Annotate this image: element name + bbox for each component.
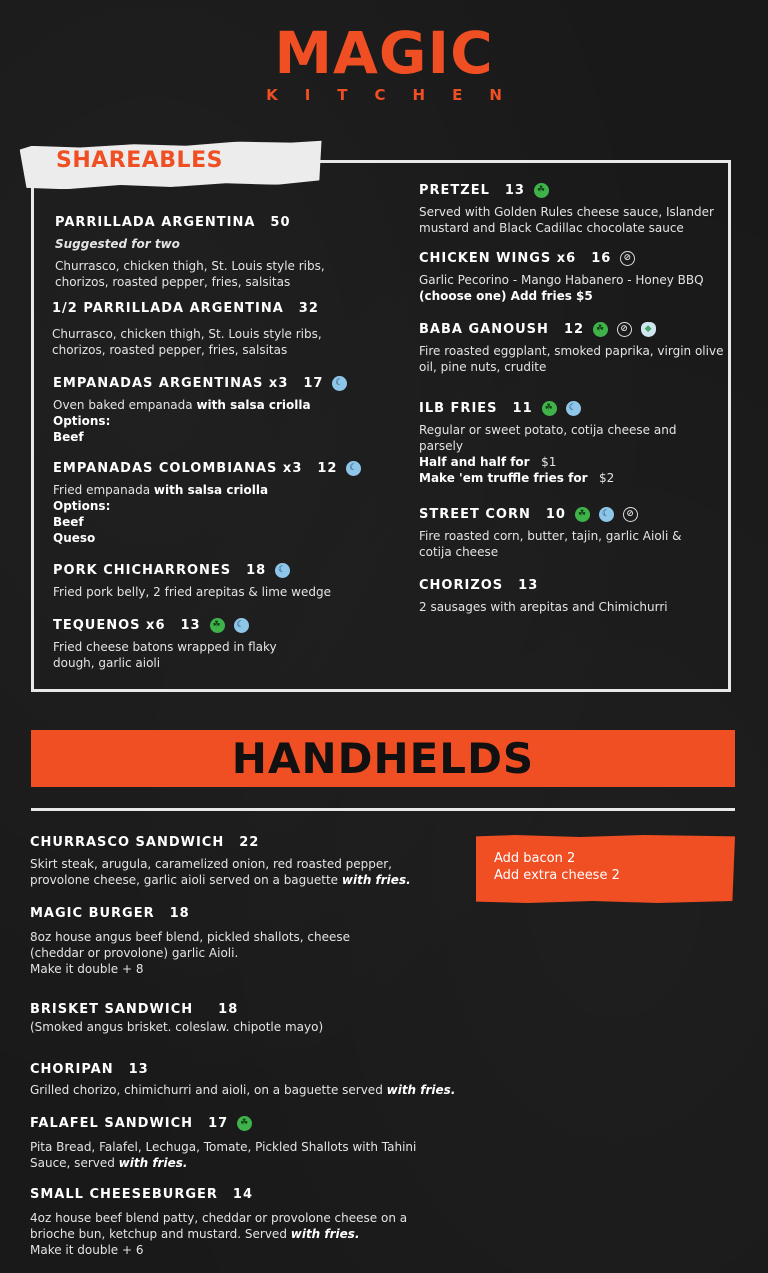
brand-subtitle: KITCHEN	[266, 86, 529, 104]
item-name: CHORIZOS	[419, 578, 504, 593]
item-name: STREET CORN	[419, 507, 531, 522]
option: Beef	[53, 515, 84, 529]
item-price: 18	[218, 1002, 239, 1017]
desc-extra: Make 'em truffle fries for	[419, 471, 588, 485]
no-dairy-icon: ⊘	[620, 251, 635, 266]
item-name: 1/2 PARRILLADA ARGENTINA	[52, 301, 284, 316]
desc-extra-price: $1	[541, 455, 557, 469]
handhelds-heading: HANDHELDS	[231, 734, 535, 783]
vegan-icon: ☘	[210, 618, 225, 633]
desc-bold: with salsa criolla	[153, 483, 269, 497]
addon-cheese: Add extra cheese 2	[494, 868, 620, 883]
desc-text: 4oz house beef blend patty, cheddar or provolone cheese on a brioche bun, ketchup and mustard. Served	[30, 1211, 408, 1241]
desc-text: Fried empanada	[53, 483, 154, 497]
desc-text: 8oz house angus beef blend, pickled shallots, cheese (cheddar or provolone) garlic Aioli.	[30, 930, 351, 960]
item-name: MAGIC BURGER	[30, 906, 155, 921]
addons-list	[494, 850, 620, 884]
brand-logo	[0, 19, 768, 104]
item-price: 18	[246, 563, 267, 578]
item-price: 32	[298, 301, 319, 316]
item-note: Suggested for two	[55, 237, 180, 251]
item-price: 12	[563, 322, 585, 337]
item-price: 13	[518, 578, 539, 593]
desc-tail: with fries.	[341, 873, 411, 887]
item-name: EMPANADAS COLOMBIANAS x3	[53, 461, 303, 476]
gluten-free-icon: ☾	[599, 507, 614, 522]
item-desc: Fried pork belly, 2 fried arepitas & lime wedge	[53, 585, 331, 599]
vegan-icon: ☘	[237, 1116, 252, 1131]
item-name: BRISKET SANDWICH	[30, 1002, 194, 1017]
desc-text: Oven baked empanada	[53, 398, 197, 412]
item-price: 18	[169, 906, 190, 921]
item-desc	[30, 1082, 470, 1098]
item-price: 13	[180, 618, 201, 633]
menu-item	[30, 1187, 430, 1258]
item-desc	[30, 929, 380, 977]
menu-item	[419, 401, 709, 486]
no-dairy-icon: ⊘	[623, 507, 638, 522]
item-name: PARRILLADA ARGENTINA	[55, 215, 256, 230]
item-desc	[30, 856, 440, 888]
item-name: SMALL CHEESEBURGER	[30, 1187, 218, 1202]
desc-text: Regular or sweet potato, cotija cheese and parsely	[419, 423, 677, 453]
item-price: 13	[504, 183, 525, 198]
vegan-icon: ☘	[593, 322, 608, 337]
item-price: 12	[317, 461, 338, 476]
item-desc: Fried cheese batons wrapped in flaky dough, garlic aioli	[53, 640, 277, 670]
item-price: 16	[591, 251, 612, 266]
gluten-free-icon: ☾	[346, 461, 361, 476]
item-desc: 2 sausages with arepitas and Chimichurri	[419, 600, 668, 614]
item-price: 17	[303, 376, 324, 391]
item-desc: Churrasco, chicken thigh, St. Louis style ribs, chorizos, roasted pepper, fries, salsitas	[55, 259, 325, 289]
desc-extra: Half and half for	[419, 455, 530, 469]
gluten-free-icon: ☾	[275, 563, 290, 578]
item-desc: (Smoked angus brisket. coleslaw. chipotle mayo)	[30, 1020, 324, 1034]
desc-extra: (choose one) Add fries $5	[419, 289, 593, 303]
item-desc: Fire roasted eggplant, smoked paprika, virgin olive oil, pine nuts, crudite	[419, 344, 724, 374]
item-name: ILB FRIES	[419, 401, 498, 416]
desc-tail: with fries.	[290, 1227, 360, 1241]
menu-item	[30, 1062, 470, 1098]
item-name: PORK CHICHARRONES	[53, 563, 232, 578]
item-desc: Served with Golden Rules cheese sauce, Islander mustard and Black Cadillac chocolate sauce	[419, 205, 714, 235]
item-name: CHORIPAN	[30, 1062, 114, 1077]
option: Queso	[53, 531, 96, 545]
menu-item	[419, 322, 729, 375]
desc-tail: with fries.	[118, 1156, 188, 1170]
item-name: FALAFEL SANDWICH	[30, 1116, 194, 1131]
item-price: 50	[270, 215, 291, 230]
addon-bacon: Add bacon 2	[494, 851, 576, 866]
item-desc	[30, 1139, 430, 1171]
item-desc: Churrasco, chicken thigh, St. Louis style ribs, chorizos, roasted pepper, fries, salsitas	[52, 327, 322, 357]
item-price: 10	[545, 507, 566, 522]
item-name: CHURRASCO SANDWICH	[30, 835, 225, 850]
item-name: TEQUENOS x6	[53, 618, 166, 633]
options-label: Options:	[53, 414, 111, 428]
menu-item	[53, 461, 393, 546]
vegan-icon: ☘	[542, 401, 557, 416]
item-name: BABA GANOUSH	[419, 322, 549, 337]
menu-item	[419, 507, 709, 560]
item-desc	[419, 272, 729, 304]
menu-item	[419, 251, 729, 304]
desc-text: Pita Bread, Falafel, Lechuga, Tomate, Pickled Shallots with Tahini Sauce, served	[30, 1140, 417, 1170]
menu-item	[30, 835, 440, 888]
menu-item	[53, 618, 303, 671]
menu-item	[419, 183, 729, 236]
menu-item	[30, 906, 380, 977]
item-price: 13	[128, 1062, 149, 1077]
menu-item	[30, 1002, 430, 1035]
menu-item	[52, 301, 372, 358]
item-desc: Fire roasted corn, butter, tajin, garlic Aioli & cotija cheese	[419, 529, 682, 559]
item-name: EMPANADAS ARGENTINAS x3	[53, 376, 289, 391]
item-price: 11	[512, 401, 533, 416]
desc-extra: Make it double + 8	[30, 962, 144, 976]
desc-text: Grilled chorizo, chimichurri and aioli, on a baguette served	[30, 1083, 387, 1097]
menu-item	[53, 563, 383, 600]
menu-item	[30, 1116, 430, 1171]
item-desc	[419, 422, 709, 486]
no-dairy-icon: ⊘	[617, 322, 632, 337]
item-desc	[30, 1210, 430, 1258]
desc-text: Skirt steak, arugula, caramelized onion, red roasted pepper, provolone cheese, garlic aioli served on a baguette	[30, 857, 392, 887]
gluten-free-icon: ☾	[234, 618, 249, 633]
item-name: CHICKEN WINGS x6	[419, 251, 577, 266]
vegan-icon: ☘	[534, 183, 549, 198]
options-label: Options:	[53, 499, 111, 513]
desc-extra-price: $2	[598, 471, 615, 485]
menu-item	[53, 376, 383, 445]
divider	[31, 808, 735, 811]
item-desc	[53, 482, 393, 546]
item-price: 17	[208, 1116, 229, 1131]
desc-text: Garlic Pecorino - Mango Habanero - Honey BBQ	[419, 273, 704, 287]
shareables-heading: SHAREABLES	[56, 148, 223, 173]
menu-item	[55, 215, 375, 290]
item-price: 22	[239, 835, 260, 850]
item-name: PRETZEL	[419, 183, 490, 198]
desc-extra: Make it double + 6	[30, 1243, 144, 1257]
vegan-icon: ☘	[575, 507, 590, 522]
desc-tail: with fries.	[386, 1083, 456, 1097]
option: Beef	[53, 430, 84, 444]
item-price: 14	[232, 1187, 254, 1202]
desc-bold: with salsa criolla	[196, 398, 311, 412]
nut-icon: ◆	[641, 322, 656, 337]
gluten-free-icon: ☾	[332, 376, 347, 391]
brand-title: MAGIC	[274, 19, 494, 87]
gluten-free-icon: ☾	[566, 401, 581, 416]
item-desc	[53, 397, 383, 445]
menu-item	[419, 578, 709, 615]
